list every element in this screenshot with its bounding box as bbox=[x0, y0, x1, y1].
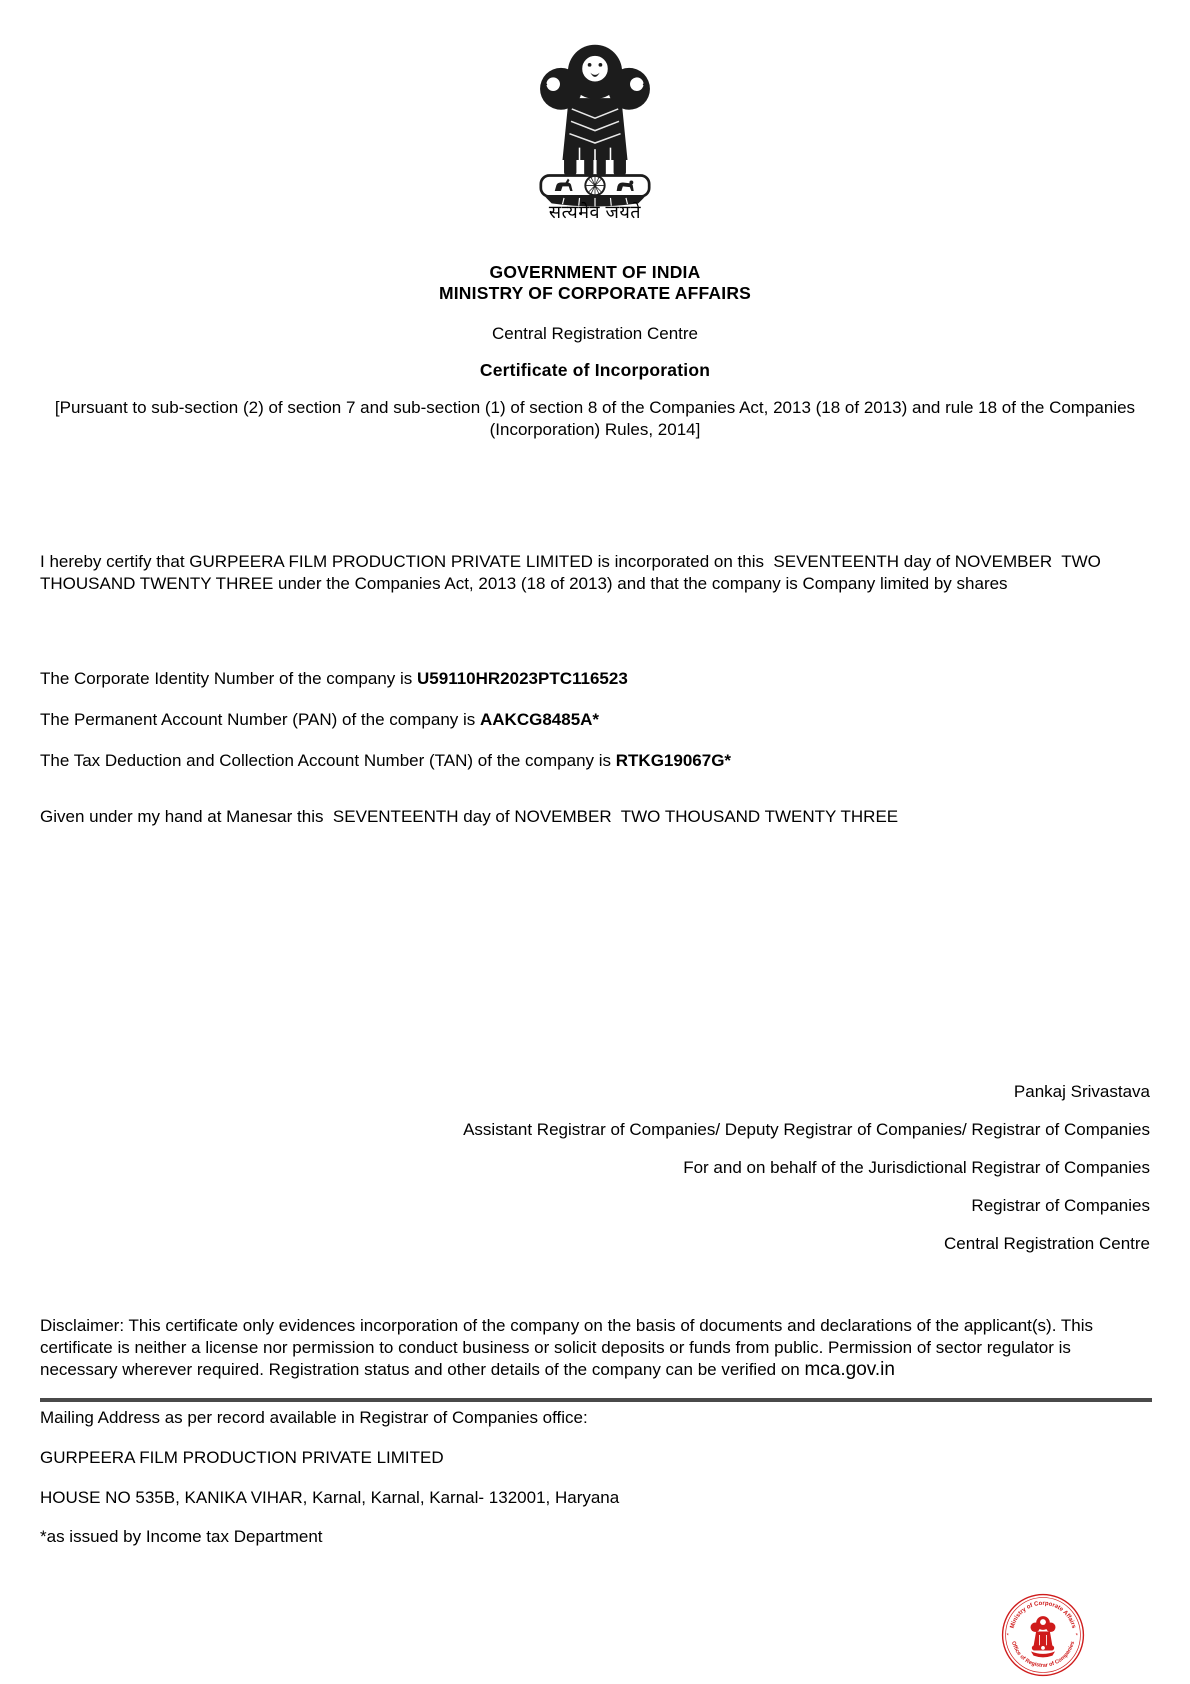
cin-line bbox=[40, 668, 1150, 690]
tan-line bbox=[40, 750, 1150, 772]
certificate-title: Certificate of Incorporation bbox=[479, 360, 711, 380]
signatory-designation: Assistant Registrar of Companies/ Deputy Registrar of Companies/ Registrar of Companies bbox=[463, 1120, 1150, 1139]
pan-line bbox=[40, 709, 1150, 731]
mailing-address-line: HOUSE NO 535B, KANIKA VIHAR, Karnal, Karnal, Karnal- 132001, Haryana bbox=[40, 1488, 620, 1507]
pan-value: AAKCG8485A* bbox=[480, 710, 600, 729]
mca-gov-in-link: mca.gov.in bbox=[804, 1359, 895, 1380]
certification-paragraph: I hereby certify that GURPEERA FILM PRODUCTION PRIVATE LIMITED is incorporated on this SEVENTEENTH day of NOVEMBER TWO THOUSAND TWENTY THREE under the Companies Act, 2013 (18 of 2013) and that the company is Company limited by shares bbox=[40, 552, 1106, 593]
disclaimer-paragraph bbox=[40, 1315, 1150, 1381]
signatory-registrar: Registrar of Companies bbox=[971, 1196, 1150, 1215]
given-under-hand-line: Given under my hand at Manesar this SEVENTEENTH day of NOVEMBER TWO THOUSAND TWENTY THREE bbox=[40, 807, 899, 826]
cin-label: The Corporate Identity Number of the company is bbox=[40, 669, 418, 688]
pan-label: The Permanent Account Number (PAN) of the company is bbox=[40, 710, 480, 729]
signatory-name: Pankaj Srivastava bbox=[1013, 1082, 1150, 1101]
seal-right-star-icon: * bbox=[1075, 1633, 1079, 1640]
mailing-address-heading: Mailing Address as per record available in Registrar of Companies office: bbox=[40, 1408, 588, 1427]
tan-label: The Tax Deduction and Collection Account Number (TAN) of the company is bbox=[40, 751, 616, 770]
disclaimer-text: Disclaimer: This certificate only evidences incorporation of the company on the basis of documents and declarations of the applicant(s). This certificate is neither a license nor permission to conduct business or solicit deposits or funds from public. Permission of sector regulator is necessary wherever required. Registration status and other details of the company can be verified on bbox=[40, 1316, 1098, 1379]
seal-top-text: Ministry of Corporate Affairs bbox=[1009, 1600, 1077, 1630]
signatory-on-behalf: For and on behalf of the Jurisdictional Registrar of Companies bbox=[683, 1158, 1150, 1177]
emblem-motto: सत्यमेव जयते bbox=[548, 202, 642, 222]
tan-value: RTKG19067G* bbox=[615, 751, 732, 770]
cin-value: U59110HR2023PTC116523 bbox=[417, 669, 628, 688]
seal-emblem-icon bbox=[1031, 1616, 1056, 1657]
mailing-company-name: GURPEERA FILM PRODUCTION PRIVATE LIMITED bbox=[40, 1448, 444, 1467]
national-emblem-icon bbox=[495, 30, 695, 208]
seal-bottom-text: Office of Registrar of Companies bbox=[1009, 1640, 1077, 1669]
signatory-centre: Central Registration Centre bbox=[944, 1234, 1150, 1253]
registrar-office-seal bbox=[1000, 1592, 1086, 1678]
pursuant-clause: [Pursuant to sub-section (2) of section 7 and sub-section (1) of section 8 of the Companies Act, 2013 (18 of 2013) and rule 18 of the Companies (Incorporation) Rules, 2014] bbox=[54, 398, 1140, 439]
pan-tan-footnote: *as issued by Income tax Department bbox=[40, 1527, 323, 1546]
government-of-india-heading: GOVERNMENT OF INDIA bbox=[489, 262, 701, 282]
section-divider bbox=[40, 1398, 1152, 1402]
central-registration-centre-heading: Central Registration Centre bbox=[492, 324, 698, 343]
ministry-heading: MINISTRY OF CORPORATE AFFAIRS bbox=[438, 283, 752, 303]
seal-left-star-icon: * bbox=[1006, 1633, 1009, 1640]
